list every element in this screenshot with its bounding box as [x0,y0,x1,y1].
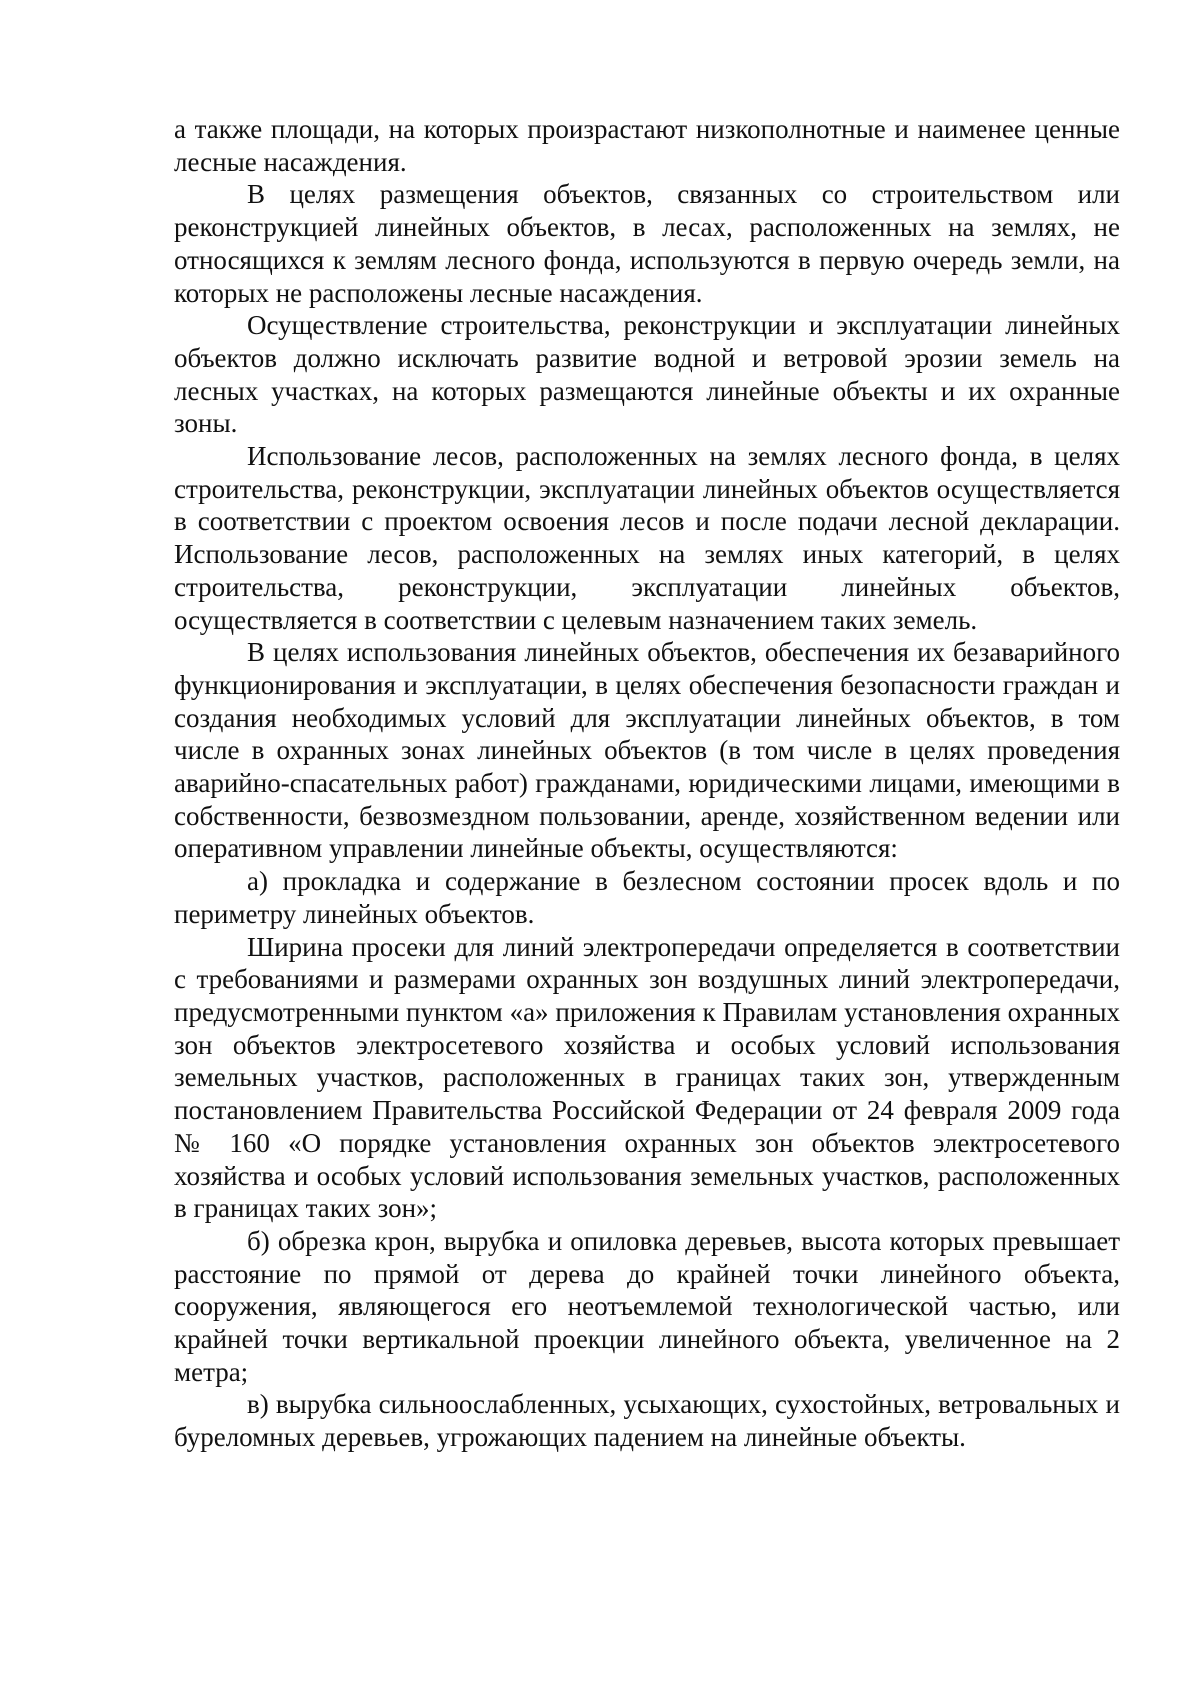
paragraph-erosion-prevention: Осуществление строительства, реконструкции и эксплуатации линейных объектов должно исключать развитие водной и ветровой эрозии земель на лесных участках, на которых размещаются линейные объекты и их охранные зоны. [174,310,1120,439]
list-item-c: в) вырубка сильноослабленных, усыхающих, сухостойных, ветровальных и буреломных деревьев, угрожающих падением на линейные объекты. [174,1389,1120,1453]
paragraph-continuation: а также площади, на которых произрастают низкополнотные и наименее ценные лесные насаждения. [174,114,1120,177]
paragraph-clearing-width: Ширина просеки для линий электропередачи определяется в соответствии с требованиями и размерами охранных зон воздушных линий электропередачи, предусмотренными пунктом «а» приложения к Правилам установления охранных зон объектов электросетевого хозяйства и особых условий использования земельных участков, расположенных в границах таких зон, утвержденным постановлением Правительства Российской Федерации от 24 февраля 2009 года № 160 «О порядке установления охранных зон объектов электросетевого хозяйства и особых условий использования земельных участков, расположенных в границах таких зон»; [174,931,1120,1224]
paragraph-forest-use: Использование лесов, расположенных на землях лесного фонда, в целях строительства, реконструкции, эксплуатации линейных объектов осуществляется в соответствии с проектом освоения лесов и после подачи лесной декларации. Использование лесов, расположенных на землях иных категорий, в целях строительства, реконструкции, эксплуатации линейных объектов, осуществляется в соответствии с целевым назначением таких земель. [174,441,1120,635]
list-item-a: а) прокладка и содержание в безлесном состоянии просек вдоль и по периметру линейных объектов. [174,866,1120,929]
paragraph-safety-purposes: В целях использования линейных объектов, обеспечения их безаварийного функционирования и эксплуатации, в целях обеспечения безопасности граждан и создания необходимых условий для эксплуатации линейных объектов, в том числе в охранных зонах линейных объектов (в том числе в целях проведения аварийно-спасательных работ) гражданами, юридическими лицами, имеющими в собственности, безвозмездном пользовании, аренде, хозяйственном ведении или оперативном управлении линейные объекты, осуществляются: [174,637,1120,864]
paragraph-linear-objects-placement: В целях размещения объектов, связанных со строительством или реконструкцией линейных объектов, в лесах, расположенных на землях, не относящихся к землям лесного фонда, используются в первую очередь земли, на которых не расположены лесные насаждения. [174,179,1120,308]
document-page [174,113,1120,1454]
list-item-b: б) обрезка крон, вырубка и опиловка деревьев, высота которых превышает расстояние по прямой от дерева до крайней точки линейного объекта, сооружения, являющегося его неотъемлемой технологической частью, или крайней точки вертикальной проекции линейного объекта, увеличенное на 2 метра; [174,1225,1120,1387]
